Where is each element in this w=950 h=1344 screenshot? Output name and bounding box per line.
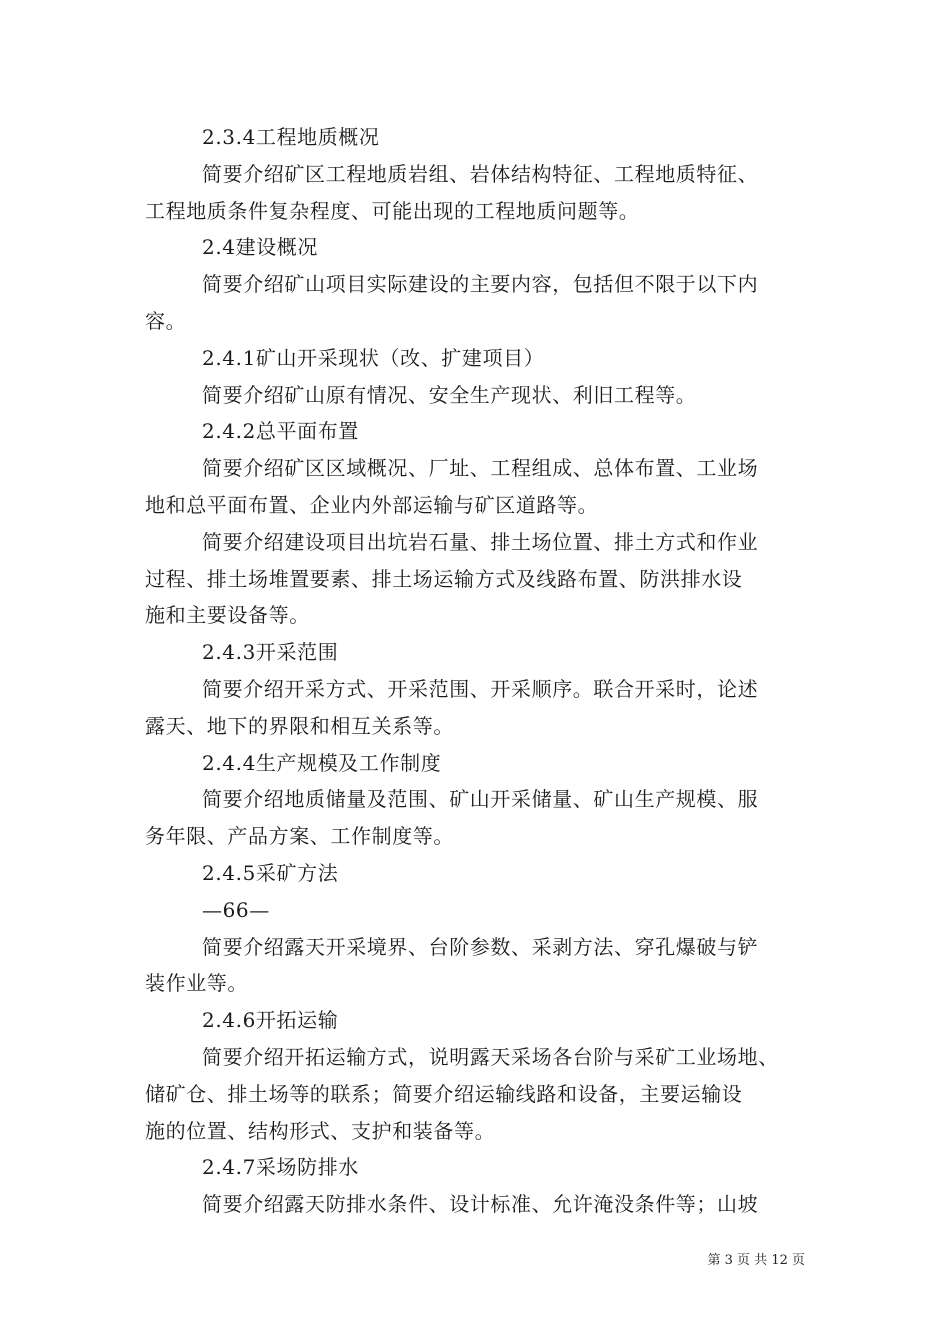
section-heading: 2.4.1矿山开采现状（改、扩建项目） xyxy=(202,345,545,370)
section-heading: 2.4建设概况 xyxy=(202,235,319,260)
paragraph-line: 简要介绍建设项目出坑岩石量、排土场位置、排土方式和作业 xyxy=(202,529,759,554)
paragraph-line: 简要介绍矿区工程地质岩组、岩体结构特征、工程地质特征、 xyxy=(202,161,759,186)
paragraph-line: 储矿仓、排土场等的联系；简要介绍运输线路和设备，主要运输设 xyxy=(145,1081,743,1106)
paragraph-line: 施和主要设备等。 xyxy=(145,603,310,628)
section-heading: 2.3.4工程地质概况 xyxy=(202,125,380,149)
section-heading: 2.4.2总平面布置 xyxy=(202,419,359,444)
page-number-footer: 第 3 页 共 12 页 xyxy=(707,1253,805,1268)
paragraph-line: 地和总平面布置、企业内外部运输与矿区道路等。 xyxy=(145,492,599,517)
paragraph-line: 简要介绍矿山原有情况、安全生产现状、利旧工程等。 xyxy=(202,382,697,407)
section-heading: 2.4.7采场防排水 xyxy=(202,1155,359,1180)
paragraph-line: 简要介绍露天开采境界、台阶参数、采剥方法、穿孔爆破与铲 xyxy=(202,934,759,959)
paragraph-line: 工程地质条件复杂程度、可能出现的工程地质问题等。 xyxy=(145,198,640,223)
section-heading: 2.4.3开采范围 xyxy=(202,640,339,665)
paragraph-line: 简要介绍地质储量及范围、矿山开采储量、矿山生产规模、服 xyxy=(202,787,759,812)
document-body xyxy=(145,119,810,1223)
paragraph-line: —66— xyxy=(202,897,270,922)
paragraph-line: 施的位置、结构形式、支护和装备等。 xyxy=(145,1118,496,1143)
section-heading: 2.4.6开拓运输 xyxy=(202,1008,339,1033)
paragraph-line: 过程、排土场堆置要素、排土场运输方式及线路布置、防洪排水设 xyxy=(145,566,743,591)
paragraph-line: 简要介绍露天防排水条件、设计标准、允许淹没条件等；山坡 xyxy=(202,1192,759,1217)
paragraph-line: 简要介绍开采方式、开采范围、开采顺序。联合开采时，论述 xyxy=(202,676,759,701)
paragraph-line: 简要介绍矿山项目实际建设的主要内容，包括但不限于以下内 xyxy=(202,272,759,297)
paragraph-line: 简要介绍开拓运输方式，说明露天采场各台阶与采矿工业场地、 xyxy=(202,1044,779,1069)
paragraph-line: 容。 xyxy=(145,308,187,333)
paragraph-line: 简要介绍矿区区域概况、厂址、工程组成、总体布置、工业场 xyxy=(202,456,759,481)
section-heading: 2.4.5采矿方法 xyxy=(202,860,339,885)
section-heading: 2.4.4生产规模及工作制度 xyxy=(202,750,442,775)
paragraph-line: 露天、地下的界限和相互关系等。 xyxy=(145,713,454,738)
paragraph-line: 务年限、产品方案、工作制度等。 xyxy=(145,824,454,849)
paragraph-line: 装作业等。 xyxy=(145,971,248,996)
